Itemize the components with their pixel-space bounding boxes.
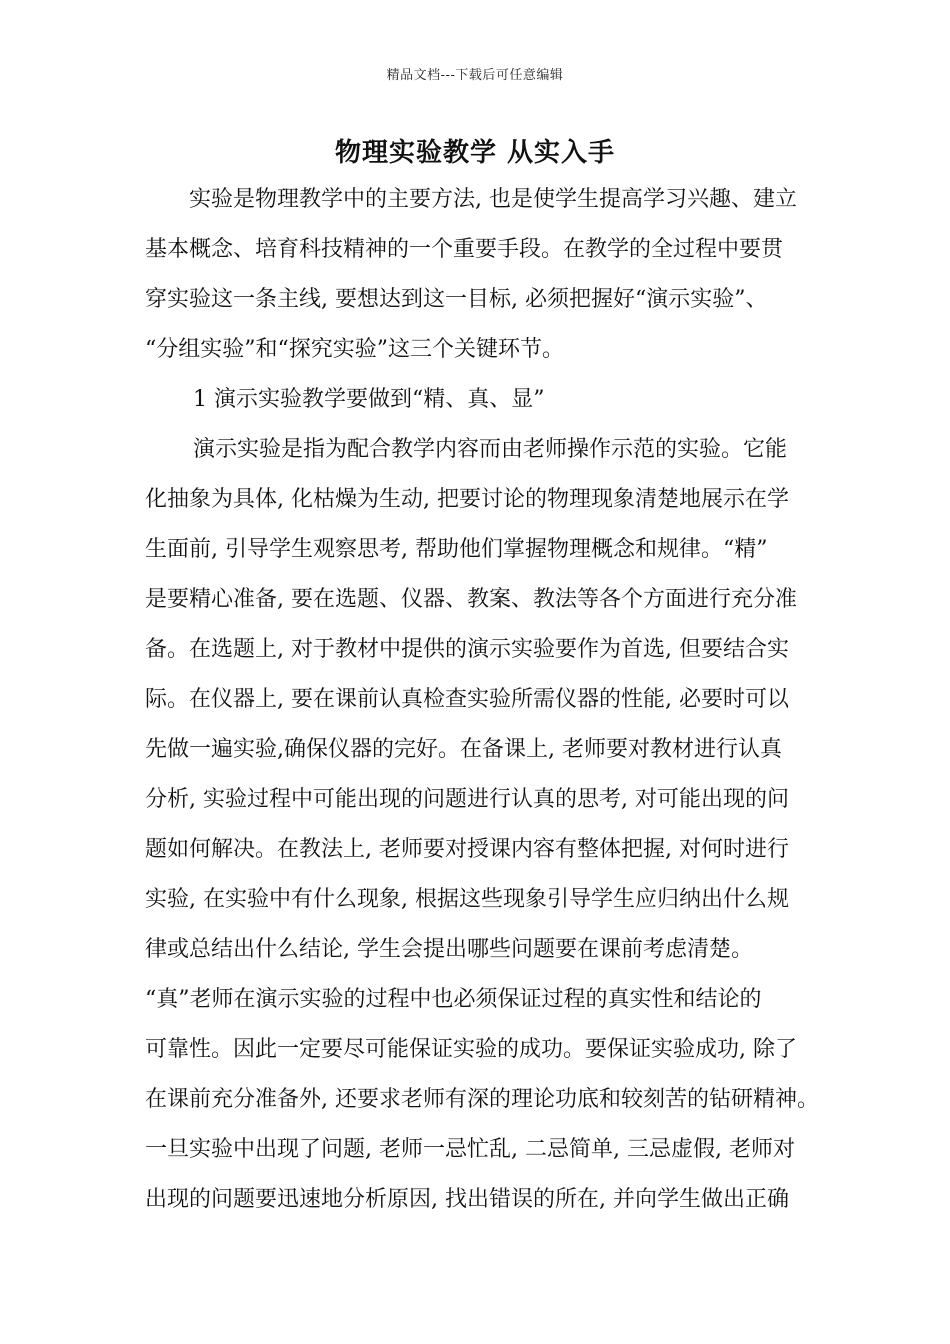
text-line: 际。在仪器上, 要在课前认真检查实验所需仪器的性能, 必要时可以 [145,687,789,712]
text-line: 穿实验这一条主线, 要想达到这一目标, 必须把握好“演示实验”、 [145,287,768,312]
paragraph-demo [145,430,819,1230]
text-line: 是要精心准备, 要在选题、仪器、教案、教法等各个方面进行充分准 [145,587,797,612]
text-line: 实验, 在实验中有什么现象, 根据这些现象引导学生应归纳出什么规 [145,887,789,912]
text-line: 备。在选题上, 对于教材中提供的演示实验要作为首选, 但要结合实 [145,637,789,662]
text-line: 题如何解决。在教法上, 老师要对授课内容有整体把握, 对何时进行 [145,837,789,862]
text-line: 实验是物理教学中的主要方法, 也是使学生提高学习兴趣、建立 [189,187,797,212]
paragraph-intro [145,180,807,380]
text-line: 在课前充分准备外, 还要求老师有深的理论功底和较刻苦的钻研精神。 [145,1087,819,1112]
text-line: 演示实验是指为配合教学内容而由老师操作示范的实验。它能 [193,437,788,462]
text-line: 分析, 实验过程中可能出现的问题进行认真的思考, 对可能出现的问 [145,787,789,812]
text-line: 可靠性。因此一定要尽可能保证实验的成功。要保证实验成功, 除了 [145,1037,797,1062]
text-line: 出现的问题要迅速地分析原因, 找出错误的所在, 并向学生做出正确 [145,1187,789,1212]
text-line: 基本概念、培育科技精神的一个重要手段。在教学的全过程中要贯 [145,237,784,262]
document-title: 物理实验教学 从实入手 [334,138,616,168]
document-body [145,180,819,1230]
section-heading: 1 演示实验教学要做到“精、真、显” [193,387,545,412]
text-line: 化抽象为具体, 化枯燥为生动, 把要讨论的物理现象清楚地展示在学 [145,487,789,512]
text-line: “真”老师在演示实验的过程中也必须保证过程的真实性和结论的 [145,987,762,1012]
text-line: 先做一遍实验,确保仪器的完好。在备课上, 老师要对教材进行认真 [145,737,782,762]
text-line: 一旦实验中出现了问题, 老师一忌忙乱, 二忌简单, 三忌虚假, 老师对 [145,1137,795,1162]
text-line: 生面前, 引导学生观察思考, 帮助他们掌握物理概念和规律。“精” [145,537,768,562]
page-header: 精品文档---下载后可任意编辑 [386,68,564,83]
text-line: “分组实验”和“探究实验”这三个关键环节。 [145,337,564,362]
text-line: 律或总结出什么结论, 学生会提出哪些问题要在课前考虑清楚。 [145,937,753,962]
